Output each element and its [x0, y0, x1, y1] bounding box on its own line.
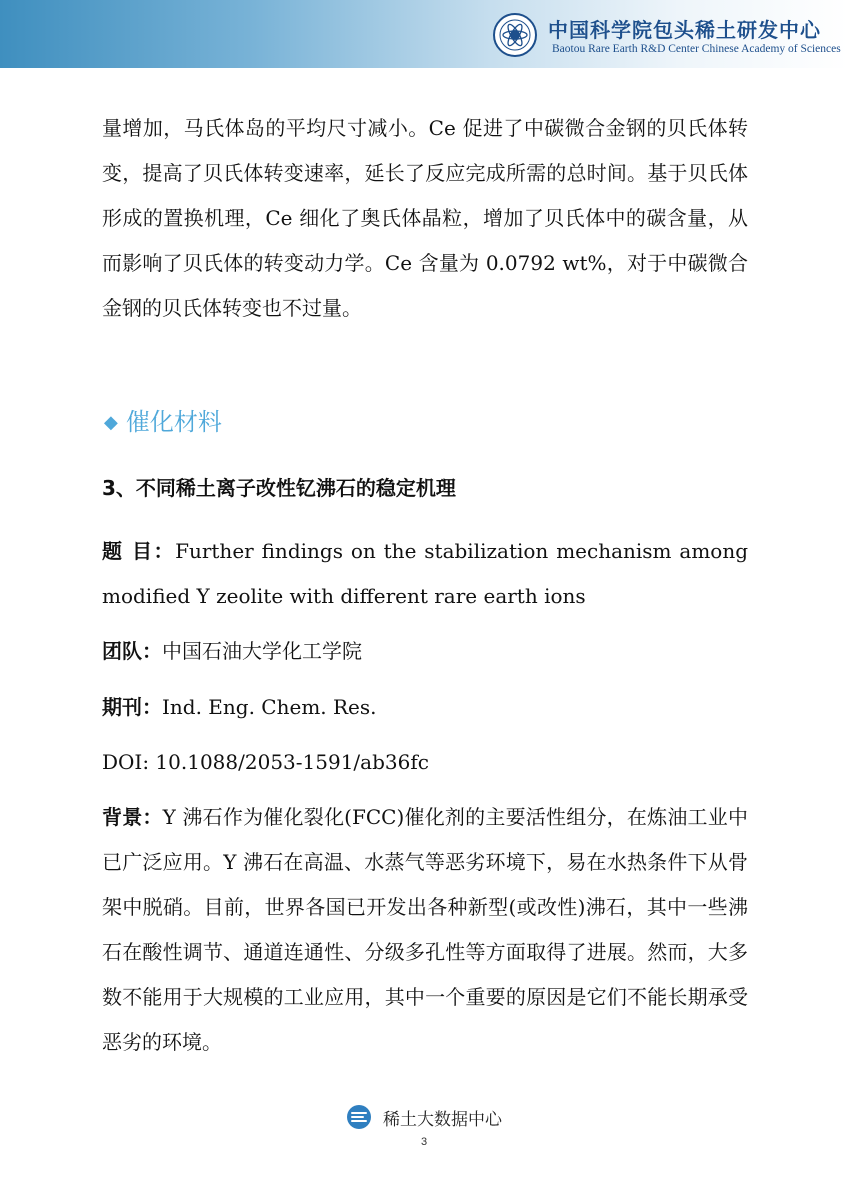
- background-value: Y 沸石作为催化裂化(FCC)催化剂的主要活性组分，在炼油工业中已广泛应用。Y 沸石在高温、水蒸气等恶劣环境下，易在水热条件下从骨架中脱硝。目前，世界各国已开发出各种新型(或改性)沸石，其中一些沸石在酸性调节、通道连通性、分级多孔性等方面取得了进展。然而，大多数不能用于大规模的工业应用，其中一个重要的原因是它们不能长期承受恶劣的环境。: [102, 805, 748, 1054]
- organization-name-cn: 中国科学院包头稀土研发中心: [548, 18, 821, 42]
- section-heading: [104, 402, 222, 437]
- big-data-center-logo-icon: [346, 1104, 372, 1130]
- team-line: [102, 629, 748, 674]
- topic-line: [102, 529, 748, 619]
- journal-label: 期刊：: [102, 695, 162, 719]
- topic-value: Further findings on the stabilization mechanism among modified Y zeolite with different rare earth ions: [102, 539, 749, 608]
- cas-emblem-icon: [493, 13, 537, 57]
- journal-value: Ind. Eng. Chem. Res.: [162, 695, 377, 719]
- background-paragraph: [102, 795, 748, 1065]
- doi-line: DOI: 10.1088/2053-1591/ab36fc: [102, 750, 429, 774]
- page-footer: [0, 1104, 848, 1130]
- background-label: 背景：: [102, 805, 163, 829]
- topic-label: 题 目：: [102, 539, 176, 563]
- item-title: 3、不同稀土离子改性钇沸石的稳定机理: [102, 476, 456, 500]
- diamond-bullet-icon: ◆: [104, 412, 118, 433]
- team-value: 中国石油大学化工学院: [162, 639, 362, 663]
- journal-line: [102, 685, 748, 730]
- page-number: 3: [420, 1136, 428, 1148]
- footer-center-name: 稀土大数据中心: [383, 1109, 503, 1130]
- organization-name-en: Baotou Rare Earth R&D Center Chinese Academy of Sciences: [552, 43, 841, 55]
- page-header: [0, 0, 848, 68]
- intro-paragraph: 量增加，马氏体岛的平均尺寸减小。Ce 促进了中碳微合金钢的贝氏体转变，提高了贝氏体转变速率，延长了反应完成所需的总时间。基于贝氏体形成的置换机理，Ce 细化了奥氏体晶粒，增加了贝氏体中的碳含量，从而影响了贝氏体的转变动力学。Ce 含量为 0.0792 wt%，对于中碳微合金钢的贝氏体转变也不过量。: [102, 116, 748, 320]
- section-heading-text: 催化材料: [125, 408, 222, 436]
- team-label: 团队：: [102, 639, 162, 663]
